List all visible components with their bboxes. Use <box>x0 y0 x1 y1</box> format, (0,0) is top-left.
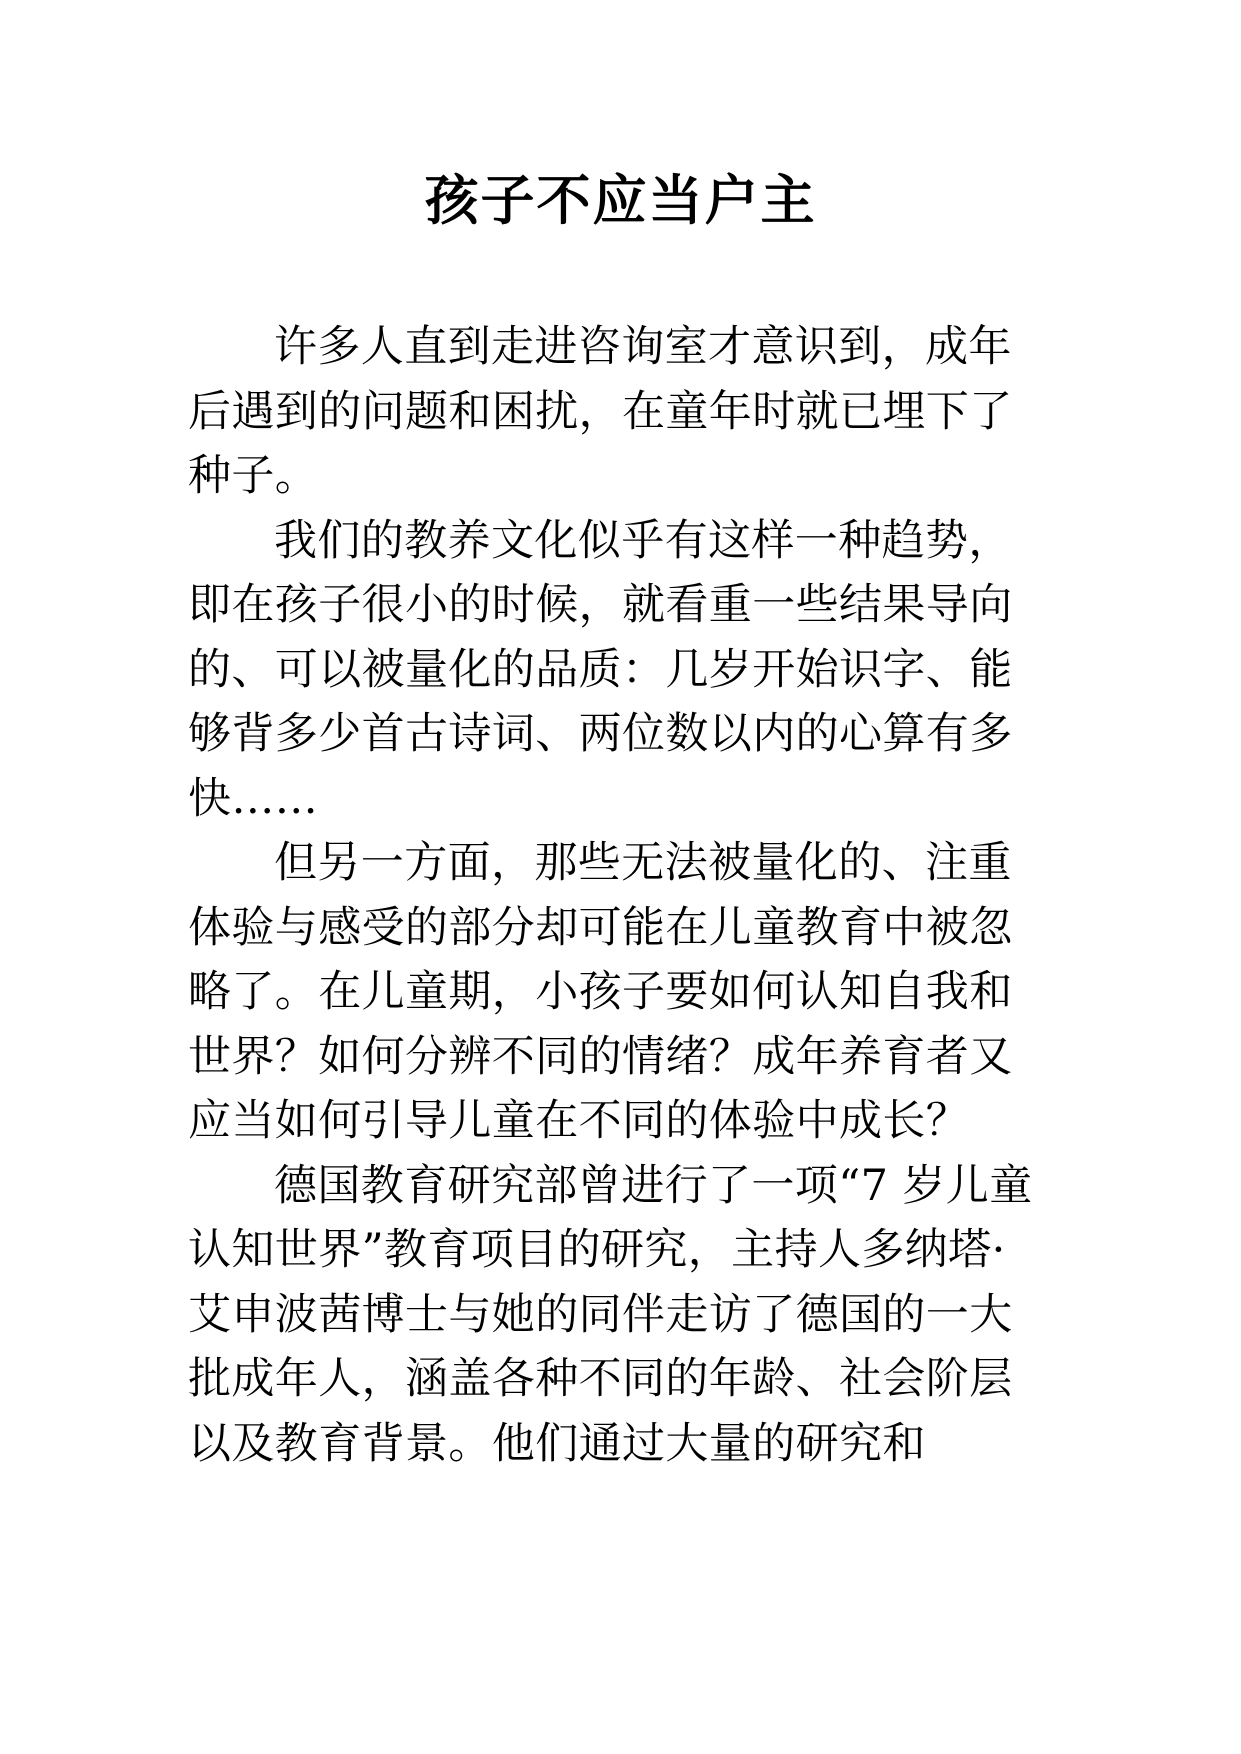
paragraph-1: 许多人直到走进咨询室才意识到，成年后遇到的问题和困扰，在童年时就已埋下了种子。 <box>188 322 1013 501</box>
paragraph-3: 但另一方面，那些无法被量化的、注重体验与感受的部分却可能在儿童教育中被忽略了。在儿童期，小孩子要如何认知自我和世界？如何分辨不同的情绪？成年养育者又应当如何引导儿童在不同的体验中成长？ <box>188 838 1013 1146</box>
paragraph-4: 德国教育研究部曾进行了一项“7 岁儿童认知世界”教育项目的研究，主持人多纳塔·艾申波茜博士与她的同伴走访了德国的一大批成年人，涵盖各种不同的年龄、社会阶层以及教育背景。他们通过大量的研究和 <box>188 1160 1033 1469</box>
page-title: 孩子不应当户主 <box>424 168 817 232</box>
paragraph-2: 我们的教养文化似乎有这样一种趋势，即在孩子很小的时候，就看重一些结果导向的、可以被量化的品质：几岁开始识字、能够背多少首古诗词、两位数以内的心算有多快…… <box>188 515 1013 824</box>
article-body <box>188 315 1048 1476</box>
